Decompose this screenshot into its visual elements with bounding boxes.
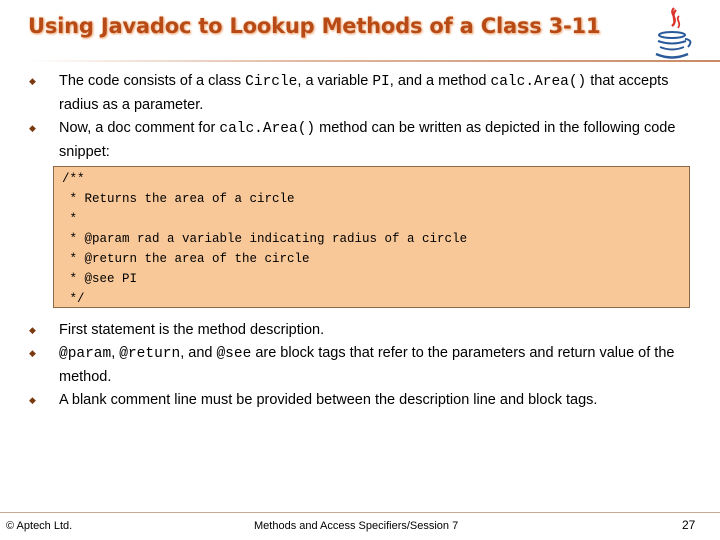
page-number: 27 <box>682 518 696 532</box>
footer-divider <box>0 512 720 513</box>
bullet-text: are block tags that refer to the parameters and return value of the method. <box>59 345 675 385</box>
slide-title: Using Javadoc to Lookup Methods of a Class 3-11 <box>28 14 601 38</box>
code-line: * @return the area of the circle <box>62 252 310 266</box>
bullet-text: that accepts radius as a parameter. <box>59 73 669 113</box>
code-snippet <box>54 167 689 309</box>
bullet-item <box>28 342 700 389</box>
bullet-text: method can be written as depicted in the following code snippet: <box>59 120 676 160</box>
code-snippet-box <box>53 166 690 308</box>
bullet-text: Now, a doc comment for <box>59 120 220 136</box>
code-line: * Returns the area of a circle <box>62 192 295 206</box>
code-term: calc.Area() <box>490 74 587 90</box>
diamond-bullet-icon: ◆ <box>29 325 36 335</box>
code-term: Circle <box>245 74 298 90</box>
footer-copyright: © Aptech Ltd. <box>6 520 73 532</box>
bullet-item <box>28 319 700 342</box>
bullet-text: , a variable <box>297 73 373 89</box>
code-line: /** <box>62 172 85 186</box>
bullet-item <box>28 389 700 412</box>
bullet-text: First statement is the method description. <box>59 322 325 338</box>
bullet-text: A blank comment line must be provided between the description line and block tags. <box>59 392 598 408</box>
code-term: @see <box>216 346 252 362</box>
diamond-bullet-icon: ◆ <box>29 395 36 405</box>
code-term: @param <box>59 346 112 362</box>
code-term: PI <box>372 74 390 90</box>
title-divider <box>28 60 720 62</box>
details-bullet-list <box>28 319 700 412</box>
footer-session: Methods and Access Specifiers/Session 7 <box>254 520 459 532</box>
diamond-bullet-icon: ◆ <box>29 348 36 358</box>
diamond-bullet-icon: ◆ <box>29 123 36 133</box>
diamond-bullet-icon: ◆ <box>29 76 36 86</box>
code-line: */ <box>62 292 85 306</box>
bullet-item <box>28 70 700 117</box>
code-line: * @see PI <box>62 272 138 286</box>
bullet-text: , <box>111 345 120 361</box>
bullet-text: The code consists of a class <box>59 73 246 89</box>
code-line: * <box>62 212 78 226</box>
code-term: calc.Area() <box>219 121 316 137</box>
bullet-text: , and <box>180 345 217 361</box>
bullet-text: , and a method <box>389 73 491 89</box>
java-coffee-cup-icon <box>648 4 700 64</box>
bullet-item <box>28 117 700 164</box>
code-line: * @param rad a variable indicating radius of a circle <box>62 232 468 246</box>
code-term: @return <box>119 346 181 362</box>
intro-bullet-list <box>28 70 700 164</box>
